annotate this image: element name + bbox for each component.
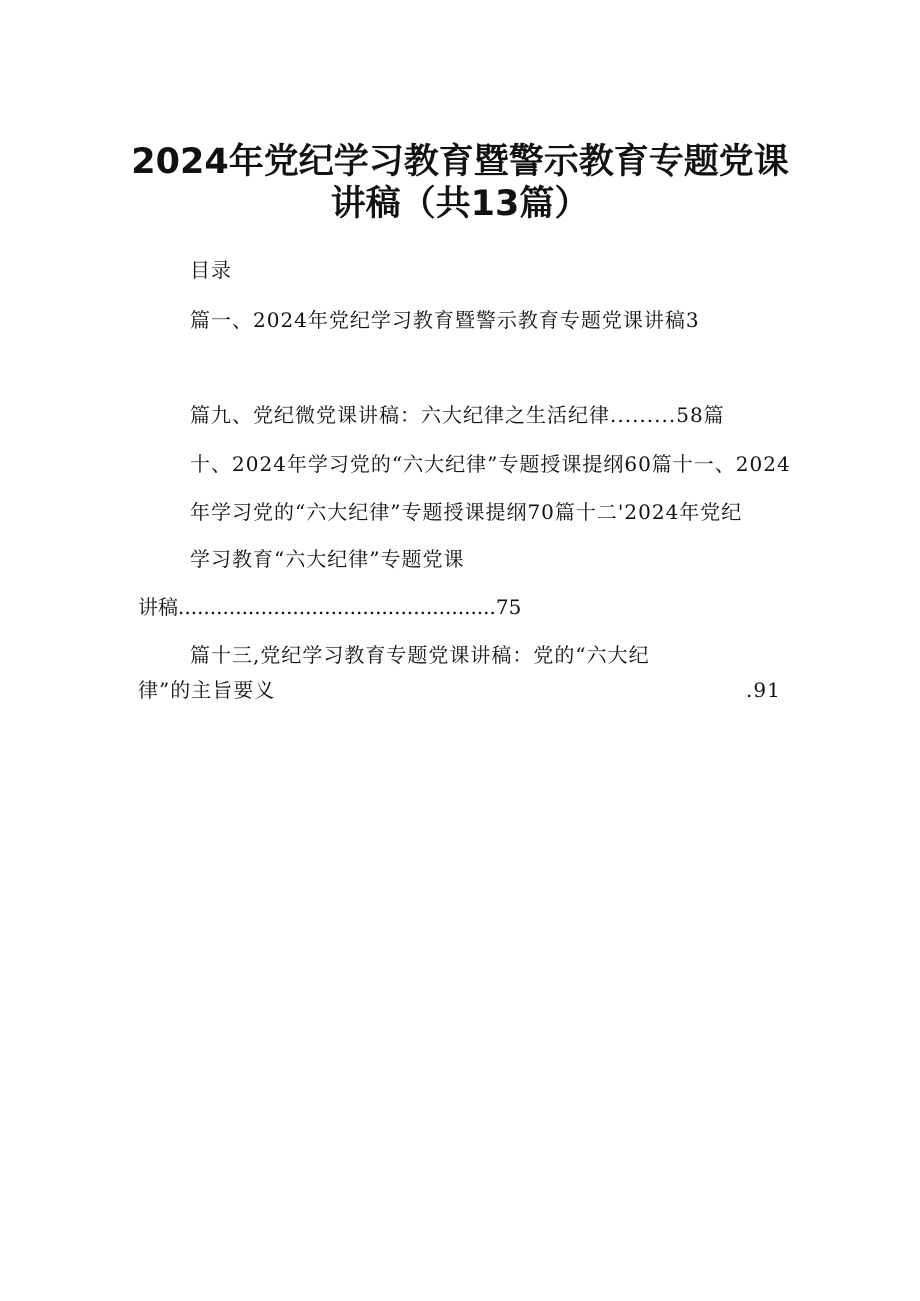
toc-entry: 篇九、党纪微党课讲稿：六大纪律之生活纪律.........58篇 [190, 403, 725, 427]
toc-entry: 讲稿..................................................75 [138, 595, 522, 619]
toc-entry: 篇十三,党纪学习教育专题党课讲稿：党的“六大纪 [190, 643, 650, 667]
toc-heading: 目录 [190, 258, 232, 282]
toc-entry: 篇一、2024年党纪学习教育暨警示教育专题党课讲稿3 [190, 308, 700, 332]
toc-entry: 年学习党的“六大纪律”专题授课提纲70篇十二'2024年党纪 [190, 500, 743, 524]
document-title-line-2: 讲稿（共13篇） [330, 184, 590, 224]
toc-entry: 律”的主旨要义 [138, 678, 276, 702]
toc-entry: 十、2024年学习党的“六大纪律”专题授课提纲60篇十一、2024 [190, 452, 791, 476]
document-title-line-1: 2024年党纪学习教育暨警示教育专题党课 [131, 142, 789, 182]
toc-page-number: .91 [746, 678, 781, 702]
toc-entry: 学习教育“六大纪律”专题党课 [190, 547, 465, 571]
